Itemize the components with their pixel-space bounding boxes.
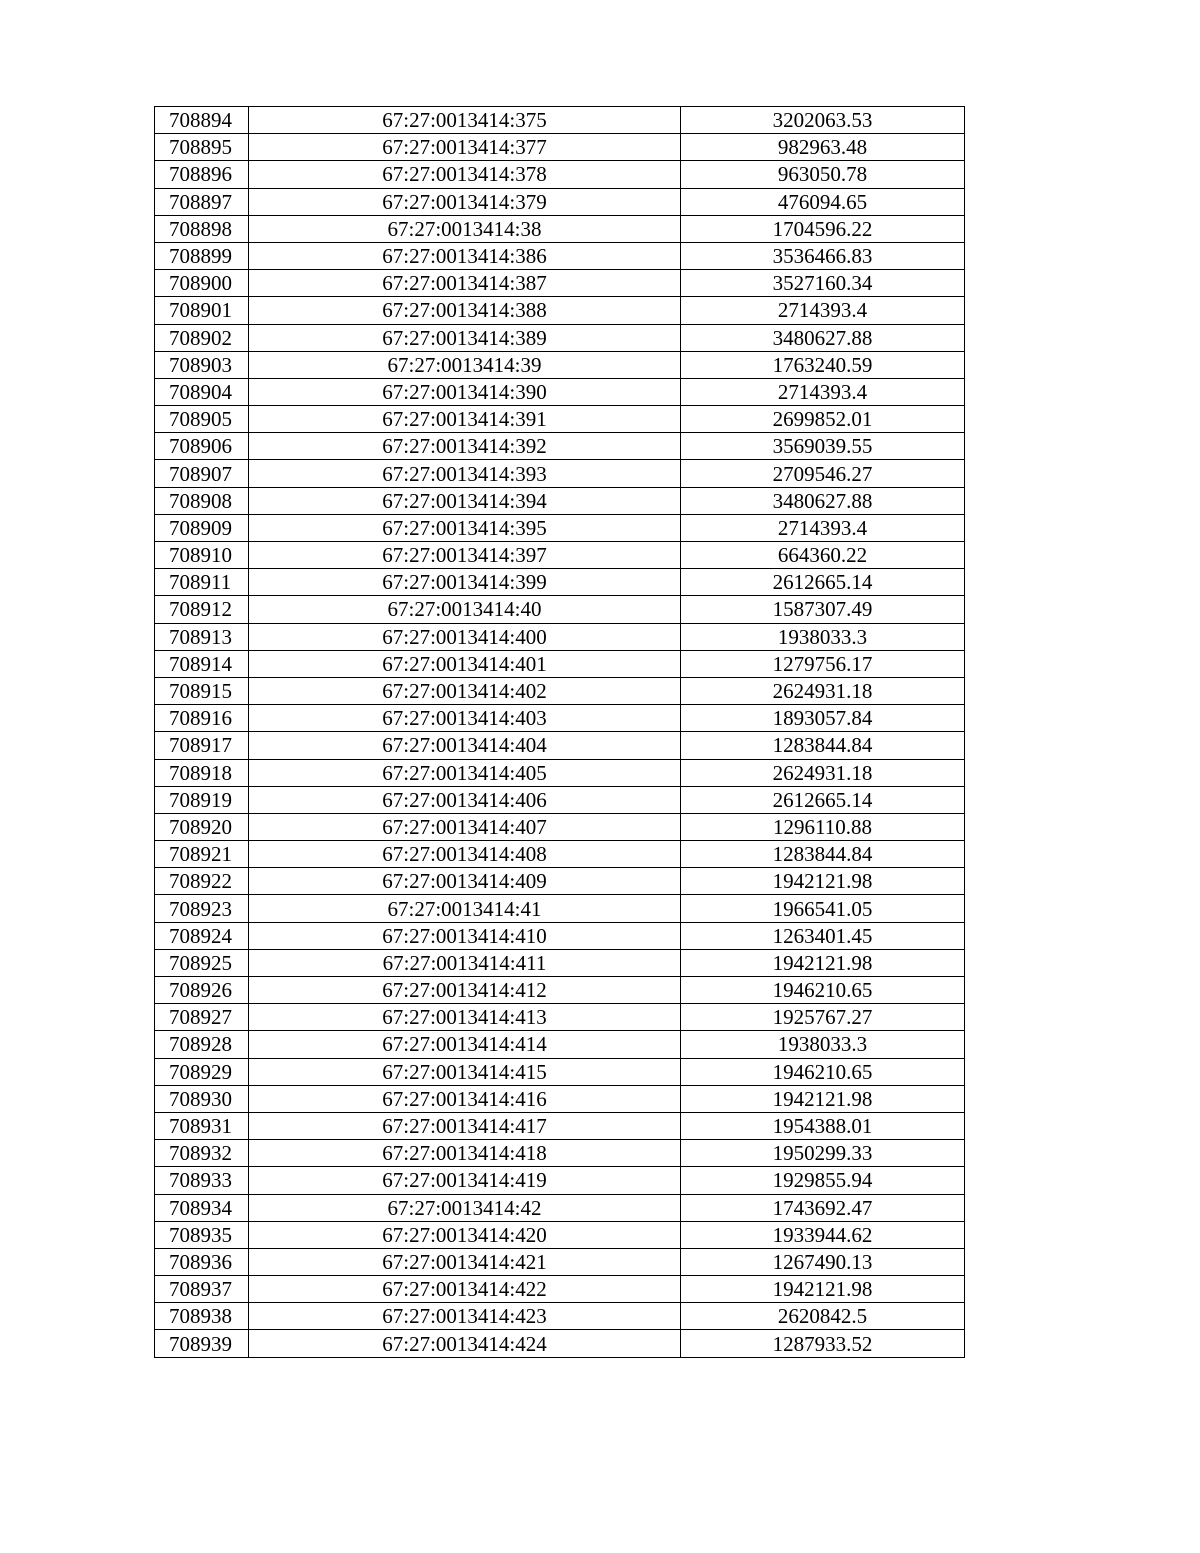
row-number-cell: 708933: [155, 1167, 249, 1194]
cadastral-value-cell: 664360.22: [681, 542, 965, 569]
cadastral-value-cell: 2699852.01: [681, 406, 965, 433]
row-number-cell: 708921: [155, 841, 249, 868]
table-row: [155, 351, 965, 378]
row-number-cell: 708932: [155, 1140, 249, 1167]
cadastral-number-cell: 67:27:0013414:411: [249, 949, 681, 976]
cadastral-number-cell: 67:27:0013414:387: [249, 270, 681, 297]
cadastral-number-cell: 67:27:0013414:415: [249, 1058, 681, 1085]
table-body: [155, 107, 965, 1358]
table-row: [155, 841, 965, 868]
row-number-cell: 708911: [155, 569, 249, 596]
table-row: [155, 705, 965, 732]
row-number-cell: 708927: [155, 1004, 249, 1031]
table-row: [155, 868, 965, 895]
table-row: [155, 487, 965, 514]
cadastral-number-cell: 67:27:0013414:409: [249, 868, 681, 895]
cadastral-number-cell: 67:27:0013414:423: [249, 1303, 681, 1330]
cadastral-number-cell: 67:27:0013414:42: [249, 1194, 681, 1221]
cadastral-value-cell: 1279756.17: [681, 650, 965, 677]
cadastral-value-cell: 963050.78: [681, 161, 965, 188]
cadastral-value-cell: 1929855.94: [681, 1167, 965, 1194]
cadastral-number-cell: 67:27:0013414:386: [249, 242, 681, 269]
cadastral-number-cell: 67:27:0013414:406: [249, 786, 681, 813]
cadastral-value-cell: 2612665.14: [681, 786, 965, 813]
cadastral-number-cell: 67:27:0013414:377: [249, 134, 681, 161]
row-number-cell: 708902: [155, 324, 249, 351]
cadastral-value-cell: 2620842.5: [681, 1303, 965, 1330]
cadastral-number-cell: 67:27:0013414:419: [249, 1167, 681, 1194]
cadastral-number-cell: 67:27:0013414:402: [249, 677, 681, 704]
cadastral-value-cell: 1704596.22: [681, 215, 965, 242]
row-number-cell: 708908: [155, 487, 249, 514]
cadastral-value-cell: 1938033.3: [681, 1031, 965, 1058]
table-row: [155, 324, 965, 351]
cadastral-value-cell: 1946210.65: [681, 977, 965, 1004]
cadastral-number-cell: 67:27:0013414:405: [249, 759, 681, 786]
table-row: [155, 977, 965, 1004]
cadastral-number-cell: 67:27:0013414:391: [249, 406, 681, 433]
cadastral-number-cell: 67:27:0013414:38: [249, 215, 681, 242]
cadastral-number-cell: 67:27:0013414:389: [249, 324, 681, 351]
row-number-cell: 708935: [155, 1221, 249, 1248]
cadastral-number-cell: 67:27:0013414:414: [249, 1031, 681, 1058]
cadastral-value-cell: 1267490.13: [681, 1248, 965, 1275]
row-number-cell: 708936: [155, 1248, 249, 1275]
row-number-cell: 708925: [155, 949, 249, 976]
row-number-cell: 708938: [155, 1303, 249, 1330]
table-row: [155, 1004, 965, 1031]
row-number-cell: 708901: [155, 297, 249, 324]
row-number-cell: 708900: [155, 270, 249, 297]
cadastral-number-cell: 67:27:0013414:413: [249, 1004, 681, 1031]
table-row: [155, 242, 965, 269]
table-row: [155, 1194, 965, 1221]
cadastral-number-cell: 67:27:0013414:378: [249, 161, 681, 188]
table-row: [155, 1221, 965, 1248]
cadastral-number-cell: 67:27:0013414:418: [249, 1140, 681, 1167]
row-number-cell: 708918: [155, 759, 249, 786]
cadastral-value-cell: 1950299.33: [681, 1140, 965, 1167]
table-row: [155, 1140, 965, 1167]
cadastral-value-cell: 1763240.59: [681, 351, 965, 378]
cadastral-number-cell: 67:27:0013414:408: [249, 841, 681, 868]
cadastral-number-cell: 67:27:0013414:420: [249, 1221, 681, 1248]
row-number-cell: 708904: [155, 378, 249, 405]
row-number-cell: 708928: [155, 1031, 249, 1058]
row-number-cell: 708912: [155, 596, 249, 623]
cadastral-number-cell: 67:27:0013414:392: [249, 433, 681, 460]
cadastral-value-cell: 1263401.45: [681, 922, 965, 949]
row-number-cell: 708909: [155, 514, 249, 541]
table-row: [155, 922, 965, 949]
row-number-cell: 708923: [155, 895, 249, 922]
row-number-cell: 708929: [155, 1058, 249, 1085]
cadastral-value-cell: 2714393.4: [681, 514, 965, 541]
cadastral-number-cell: 67:27:0013414:395: [249, 514, 681, 541]
cadastral-value-cell: 2714393.4: [681, 297, 965, 324]
table-row: [155, 1085, 965, 1112]
table-row: [155, 406, 965, 433]
cadastral-number-cell: 67:27:0013414:39: [249, 351, 681, 378]
cadastral-number-cell: 67:27:0013414:407: [249, 813, 681, 840]
cadastral-value-cell: 2714393.4: [681, 378, 965, 405]
table-row: [155, 542, 965, 569]
cadastral-value-cell: 2709546.27: [681, 460, 965, 487]
cadastral-number-cell: 67:27:0013414:397: [249, 542, 681, 569]
row-number-cell: 708907: [155, 460, 249, 487]
table-row: [155, 623, 965, 650]
row-number-cell: 708896: [155, 161, 249, 188]
cadastral-number-cell: 67:27:0013414:394: [249, 487, 681, 514]
row-number-cell: 708897: [155, 188, 249, 215]
table-row: [155, 1167, 965, 1194]
row-number-cell: 708903: [155, 351, 249, 378]
cadastral-number-cell: 67:27:0013414:404: [249, 732, 681, 759]
table-row: [155, 270, 965, 297]
table-row: [155, 1031, 965, 1058]
table-row: [155, 895, 965, 922]
cadastral-number-cell: 67:27:0013414:403: [249, 705, 681, 732]
cadastral-value-cell: 1933944.62: [681, 1221, 965, 1248]
table-row: [155, 188, 965, 215]
cadastral-number-cell: 67:27:0013414:412: [249, 977, 681, 1004]
cadastral-value-cell: 1942121.98: [681, 868, 965, 895]
table-row: [155, 759, 965, 786]
cadastral-value-cell: 476094.65: [681, 188, 965, 215]
table-row: [155, 949, 965, 976]
cadastral-value-cell: 3202063.53: [681, 107, 965, 134]
cadastral-value-cell: 1938033.3: [681, 623, 965, 650]
table-row: [155, 786, 965, 813]
cadastral-value-cell: 1287933.52: [681, 1330, 965, 1357]
row-number-cell: 708922: [155, 868, 249, 895]
row-number-cell: 708931: [155, 1112, 249, 1139]
row-number-cell: 708899: [155, 242, 249, 269]
table-row: [155, 1330, 965, 1357]
table-row: [155, 161, 965, 188]
cadastral-number-cell: 67:27:0013414:401: [249, 650, 681, 677]
row-number-cell: 708917: [155, 732, 249, 759]
row-number-cell: 708916: [155, 705, 249, 732]
cadastral-value-cell: 1942121.98: [681, 949, 965, 976]
cadastral-number-cell: 67:27:0013414:375: [249, 107, 681, 134]
cadastral-number-cell: 67:27:0013414:400: [249, 623, 681, 650]
cadastral-number-cell: 67:27:0013414:416: [249, 1085, 681, 1112]
row-number-cell: 708919: [155, 786, 249, 813]
cadastral-value-cell: 1942121.98: [681, 1276, 965, 1303]
cadastral-value-cell: 1942121.98: [681, 1085, 965, 1112]
cadastral-number-cell: 67:27:0013414:424: [249, 1330, 681, 1357]
cadastral-value-cell: 1946210.65: [681, 1058, 965, 1085]
row-number-cell: 708913: [155, 623, 249, 650]
cadastral-value-cell: 1283844.84: [681, 732, 965, 759]
cadastral-value-cell: 1954388.01: [681, 1112, 965, 1139]
table-row: [155, 813, 965, 840]
cadastral-number-cell: 67:27:0013414:40: [249, 596, 681, 623]
cadastral-value-cell: 3569039.55: [681, 433, 965, 460]
table-row: [155, 433, 965, 460]
row-number-cell: 708905: [155, 406, 249, 433]
table-row: [155, 1303, 965, 1330]
cadastral-value-cell: 2624931.18: [681, 677, 965, 704]
cadastral-number-cell: 67:27:0013414:390: [249, 378, 681, 405]
row-number-cell: 708920: [155, 813, 249, 840]
table-row: [155, 215, 965, 242]
table-row: [155, 378, 965, 405]
table-row: [155, 107, 965, 134]
cadastral-value-cell: 982963.48: [681, 134, 965, 161]
cadastral-number-cell: 67:27:0013414:422: [249, 1276, 681, 1303]
cadastral-value-cell: 1893057.84: [681, 705, 965, 732]
cadastral-value-cell: 3480627.88: [681, 324, 965, 351]
row-number-cell: 708924: [155, 922, 249, 949]
cadastral-number-cell: 67:27:0013414:393: [249, 460, 681, 487]
cadastral-value-cell: 1925767.27: [681, 1004, 965, 1031]
table-row: [155, 732, 965, 759]
table-row: [155, 596, 965, 623]
cadastral-value-cell: 1966541.05: [681, 895, 965, 922]
table-row: [155, 297, 965, 324]
cadastral-value-cell: 1587307.49: [681, 596, 965, 623]
row-number-cell: 708906: [155, 433, 249, 460]
cadastral-number-cell: 67:27:0013414:399: [249, 569, 681, 596]
row-number-cell: 708930: [155, 1085, 249, 1112]
row-number-cell: 708894: [155, 107, 249, 134]
cadastral-value-cell: 2624931.18: [681, 759, 965, 786]
row-number-cell: 708895: [155, 134, 249, 161]
cadastral-number-cell: 67:27:0013414:417: [249, 1112, 681, 1139]
table-row: [155, 569, 965, 596]
cadastral-value-cell: 1283844.84: [681, 841, 965, 868]
row-number-cell: 708898: [155, 215, 249, 242]
table-row: [155, 1276, 965, 1303]
row-number-cell: 708914: [155, 650, 249, 677]
row-number-cell: 708937: [155, 1276, 249, 1303]
cadastral-value-table: [154, 106, 965, 1358]
cadastral-value-cell: 2612665.14: [681, 569, 965, 596]
table-row: [155, 1058, 965, 1085]
table-row: [155, 460, 965, 487]
row-number-cell: 708910: [155, 542, 249, 569]
table-row: [155, 1248, 965, 1275]
table-row: [155, 650, 965, 677]
cadastral-value-cell: 3536466.83: [681, 242, 965, 269]
cadastral-number-cell: 67:27:0013414:421: [249, 1248, 681, 1275]
table-row: [155, 677, 965, 704]
row-number-cell: 708926: [155, 977, 249, 1004]
row-number-cell: 708939: [155, 1330, 249, 1357]
cadastral-number-cell: 67:27:0013414:410: [249, 922, 681, 949]
cadastral-number-cell: 67:27:0013414:388: [249, 297, 681, 324]
cadastral-value-cell: 1296110.88: [681, 813, 965, 840]
cadastral-value-cell: 1743692.47: [681, 1194, 965, 1221]
cadastral-number-cell: 67:27:0013414:41: [249, 895, 681, 922]
cadastral-value-cell: 3527160.34: [681, 270, 965, 297]
cadastral-number-cell: 67:27:0013414:379: [249, 188, 681, 215]
table-row: [155, 134, 965, 161]
table-row: [155, 514, 965, 541]
cadastral-value-cell: 3480627.88: [681, 487, 965, 514]
row-number-cell: 708915: [155, 677, 249, 704]
row-number-cell: 708934: [155, 1194, 249, 1221]
table-row: [155, 1112, 965, 1139]
